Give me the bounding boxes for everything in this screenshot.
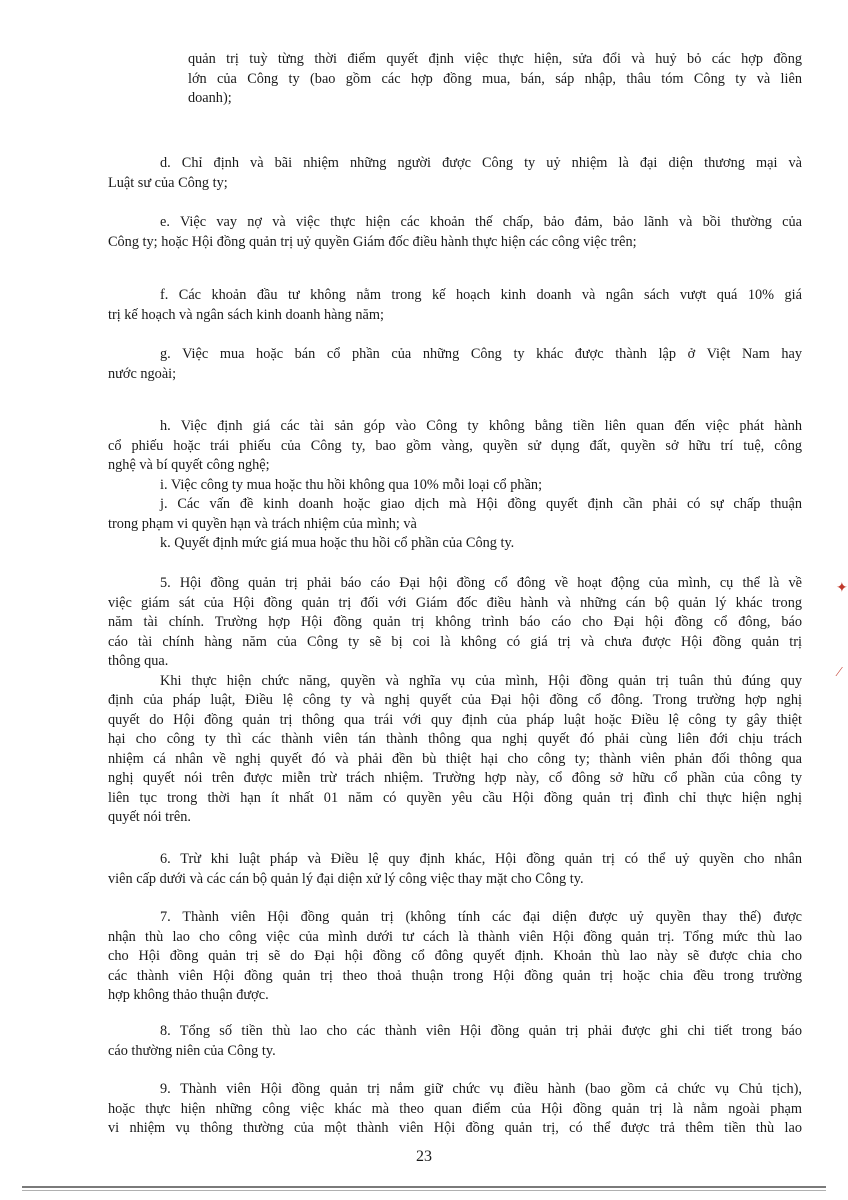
text-line: trong phạm vi quyền hạn và trách nhiệm của mình; và (108, 515, 417, 532)
text-line: 8. Tổng số tiền thù lao cho các thành viên Hội đồng quản trị phải được ghi chi tiết trong báo (160, 1023, 802, 1039)
text-line: h. Việc định giá các tài sản góp vào Công ty không bằng tiền liên quan đến việc phát hành (160, 418, 802, 434)
paragraph-item-d (108, 154, 802, 193)
text-line: việc giám sát của Hội đồng quản trị đối với Giám đốc điều hành và những cán bộ quản lý khác trong (108, 594, 802, 611)
text-line: nghị quyết nói trên được miễn trừ trách nhiệm. Trường hợp này, cổ đông sở hữu cổ phần của công ty (108, 770, 802, 786)
text-line: Luật sư của Công ty; (108, 174, 228, 191)
text-line: hoặc thực hiện những công việc khác mà theo quan điểm của Hội đồng quản trị là nằm ngoài phạm (108, 1100, 802, 1117)
text-line: f. Các khoản đầu tư không nằm trong kế hoạch kinh doanh và ngân sách vượt quá 10% giá (160, 287, 802, 303)
text-line: quyết do Hội đồng quản trị thông qua trái với quy định của pháp luật hoặc Điều lệ công ty gây thiệt (108, 711, 802, 728)
text-line: Khi thực hiện chức năng, quyền và nghĩa vụ của mình, Hội đồng quản trị tuân thủ đúng quy (160, 672, 802, 689)
paragraph-continuation (188, 50, 802, 109)
text-line: e. Việc vay nợ và việc thực hiện các khoản thế chấp, bảo đảm, bảo lãnh và bồi thường của (160, 214, 802, 230)
text-line: nhận thù lao cho công việc của mình dưới tư cách là thành viên Hội đồng quản trị. Tổng mức thù lao (108, 928, 802, 945)
text-line: doanh); (188, 90, 232, 106)
text-line: nước ngoài; (108, 365, 177, 382)
text-line: quyết nói trên. (108, 809, 191, 825)
page-number: 23 (416, 1148, 432, 1165)
text-line: hợp không thảo thuận được. (108, 987, 269, 1003)
footer-rule-thin (22, 1190, 826, 1191)
text-line: 5. Hội đồng quản trị phải báo cáo Đại hội đồng cổ đông về hoạt động của mình, cụ thể là về (160, 575, 802, 591)
text-line: liên tục trong thời hạn ít nhất 01 năm có quyền yêu cầu Hội đồng quản trị đình chỉ thực hiện nghị (108, 789, 802, 806)
text-line: cho Hội đồng quản trị sẽ do Đại hội đồng cổ đông quyết định. Khoản thù lao này sẽ được chia cho (108, 948, 802, 964)
text-line: thông qua. (108, 653, 169, 669)
text-line: trị kế hoạch và ngân sách kinh doanh hàng năm; (108, 306, 384, 323)
text-line: năm tài chính. Trường hợp Hội đồng quản trị không trình báo cáo cho Đại hội đồng cổ đông, báo (108, 614, 802, 630)
text-line: hại cho công ty thì các thành viên tán thành thông qua nghị quyết đó phải cùng liên đới chịu trách (108, 731, 802, 747)
paragraph-5 (108, 574, 802, 828)
text-line: quản trị tuỳ từng thời điểm quyết định việc thực hiện, sửa đổi và huỷ bỏ các hợp đồng (188, 51, 802, 67)
text-line: viên cấp dưới và các cán bộ quản lý đại diện xử lý công việc thay mặt cho Công ty. (108, 870, 584, 887)
edge-mark: ⁄ (838, 665, 841, 680)
text-line: Công ty; hoặc Hội đồng quản trị uỷ quyền Giám đốc điều hành thực hiện các công việc trên; (108, 233, 637, 250)
paragraph-9 (108, 1080, 802, 1139)
paragraph-8 (108, 1022, 802, 1061)
footer-rule (22, 1186, 826, 1188)
text-line: j. Các vấn đề kinh doanh hoặc giao dịch mà Hội đồng quyết định cần phải có sự chấp thuận (160, 496, 802, 512)
text-line: định của pháp luật, Điều lệ công ty và nghị quyết của Đại hội đồng cổ đông. Trong trường hợp nghị (108, 692, 802, 708)
text-line: nhiệm cá nhân về nghị quyết đó và phải đền bù thiệt hại cho công ty; thành viên phản đối thông qua (108, 750, 802, 767)
text-line: d. Chỉ định và bãi nhiệm những người được Công ty uỷ nhiệm là đại diện thương mại và (160, 155, 802, 171)
paragraph-7 (108, 908, 802, 1006)
text-line: lớn của Công ty (bao gồm các hợp đồng mua, bán, sáp nhập, thâu tóm Công ty và liên (188, 70, 802, 87)
text-line: các thành viên Hội đồng quản trị theo thoả thuận trong Hội đồng quản trị hoặc chia đều trong trường (108, 967, 802, 984)
edge-mark: ✦ (836, 581, 848, 596)
text-line: nghệ và bí quyết công nghệ; (108, 457, 270, 473)
paragraph-item-f (108, 286, 802, 325)
paragraph-items-h-to-k (108, 417, 802, 554)
paragraph-6 (108, 850, 802, 889)
text-line: k. Quyết định mức giá mua hoặc thu hồi cổ phần của Công ty. (160, 535, 515, 551)
text-line: 9. Thành viên Hội đồng quản trị nắm giữ chức vụ điều hành (bao gồm cả chức vụ Chủ tịch), (160, 1081, 802, 1097)
text-line: 6. Trừ khi luật pháp và Điều lệ quy định khác, Hội đồng quản trị có thể uỷ quyền cho nhân (160, 851, 802, 867)
text-line: cổ phiếu hoặc trái phiếu của Công ty, bao gồm vàng, quyền sử dụng đất, quyền sở hữu trí tuệ, công (108, 437, 802, 454)
text-line: cáo thường niên của Công ty. (108, 1042, 276, 1059)
paragraph-item-e (108, 213, 802, 252)
text-line: vi nhiệm vụ thông thường của một thành viên Hội đồng quản trị, có thể được trả thêm tiền thù lao (108, 1120, 802, 1136)
text-line: i. Việc công ty mua hoặc thu hồi không qua 10% mỗi loại cổ phần; (160, 476, 543, 493)
text-line: cáo tài chính hàng năm của Công ty sẽ bị coi là không có giá trị và chưa được Hội đồng quản trị (108, 633, 802, 650)
text-line: 7. Thành viên Hội đồng quản trị (không tính các đại diện được uỷ quyền thay thế) được (160, 909, 802, 925)
text-line: g. Việc mua hoặc bán cổ phần của những Công ty khác được thành lập ở Việt Nam hay (160, 346, 802, 362)
paragraph-item-g (108, 345, 802, 384)
